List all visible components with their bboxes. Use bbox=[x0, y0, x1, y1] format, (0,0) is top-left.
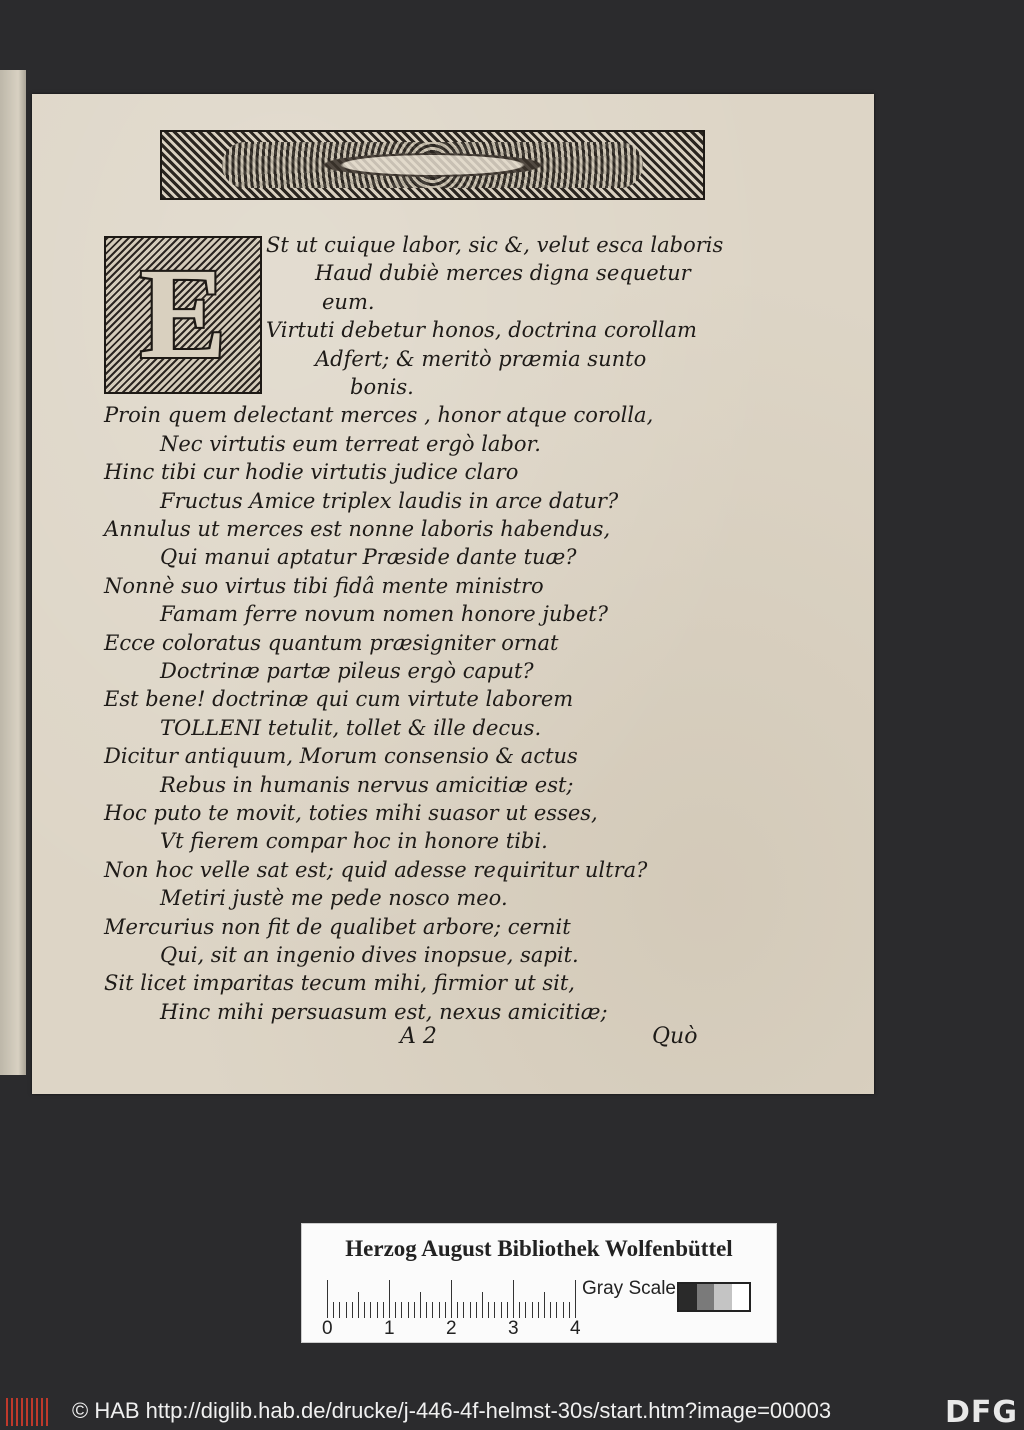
poem-line: Hoc puto te movit, toties mihi suasor ut esses, bbox=[104, 801, 598, 825]
poem-line: Adfert; & meritò præmia sunto bbox=[315, 346, 647, 371]
adjacent-page-edge bbox=[0, 70, 26, 1075]
ruler-tick bbox=[544, 1292, 545, 1318]
decorated-initial bbox=[104, 236, 262, 394]
color-card bbox=[301, 1223, 777, 1343]
poem-line: TOLLENI tetulit, tollet & ille decus. bbox=[160, 715, 542, 740]
ruler-tick bbox=[370, 1302, 371, 1318]
gray-patch bbox=[697, 1284, 715, 1310]
ruler-tick bbox=[408, 1302, 409, 1318]
ruler-tick bbox=[519, 1302, 520, 1318]
poem-line: bonis. bbox=[350, 375, 414, 399]
poem-line: Rebus in humanis nervus amicitiæ est; bbox=[160, 772, 574, 797]
ruler-tick bbox=[463, 1302, 464, 1318]
poem-line: Hinc mihi persuasum est, nexus amicitiæ; bbox=[160, 999, 608, 1024]
ruler-tick bbox=[532, 1302, 533, 1318]
dfg-logo: DFG bbox=[944, 1395, 1018, 1430]
headpiece-ornament bbox=[160, 130, 705, 200]
poem-line: Sit licet imparitas tecum mihi, firmior ut sit, bbox=[104, 971, 575, 996]
ruler-tick bbox=[569, 1302, 570, 1318]
poem-line: Fructus Amice triplex laudis in arce datur? bbox=[160, 488, 619, 513]
poem-line: Qui, sit an ingenio dives inopsue, sapit. bbox=[160, 943, 579, 967]
ruler-tick bbox=[401, 1302, 402, 1318]
ruler-tick bbox=[563, 1302, 564, 1318]
signature-mark: A 2 bbox=[400, 1024, 437, 1049]
ruler-tick bbox=[333, 1302, 334, 1318]
ruler-tick bbox=[556, 1302, 557, 1318]
ruler-tick bbox=[451, 1280, 452, 1318]
catchword: Quò bbox=[652, 1024, 698, 1049]
initial-letter: E bbox=[139, 242, 227, 386]
poem-line: Vt fierem compar hoc in honore tibi. bbox=[160, 829, 548, 854]
ruler-tick bbox=[327, 1280, 328, 1318]
hab-logo-icon bbox=[6, 1398, 48, 1426]
gray-scale-label: Gray Scale bbox=[582, 1278, 676, 1299]
poem-line: Nonnè suo virtus tibi fidâ mente ministro bbox=[104, 573, 544, 598]
poem-line: St ut cuique labor, sic &, velut esca laboris bbox=[266, 233, 724, 257]
ruler-tick bbox=[339, 1302, 340, 1318]
poem-line: Non hoc velle sat est; quid adesse requiritur ultra? bbox=[104, 857, 648, 882]
ruler-tick bbox=[494, 1302, 495, 1318]
ruler-tick bbox=[383, 1302, 384, 1318]
poem-line: Annulus ut merces est nonne laboris habendus, bbox=[104, 517, 611, 541]
ruler-number: 1 bbox=[384, 1318, 395, 1339]
gray-scale-swatch bbox=[677, 1282, 751, 1312]
poem-line: Famam ferre novum nomen honore jubet? bbox=[160, 602, 609, 627]
poem-line: Dicitur antiquum, Morum consensio & actus bbox=[104, 744, 578, 769]
ruler-tick bbox=[457, 1302, 458, 1318]
ruler-tick bbox=[501, 1302, 502, 1318]
ruler-tick bbox=[420, 1292, 421, 1318]
ruler-tick bbox=[507, 1302, 508, 1318]
ruler-tick bbox=[525, 1302, 526, 1318]
ruler-tick bbox=[377, 1302, 378, 1318]
ruler-tick bbox=[470, 1302, 471, 1318]
ruler-tick bbox=[426, 1302, 427, 1318]
ruler-tick bbox=[414, 1302, 415, 1318]
gray-patch bbox=[732, 1284, 750, 1310]
library-name: Herzog August Bibliothek Wolfenbüttel bbox=[345, 1236, 733, 1261]
footer-bar bbox=[0, 1394, 1024, 1430]
ruler-number: 4 bbox=[570, 1318, 581, 1339]
poem-line: Metiri justè me pede nosco meo. bbox=[160, 886, 508, 911]
ruler-tick bbox=[476, 1302, 477, 1318]
ruler-tick bbox=[346, 1302, 347, 1318]
poem-line: Proin quem delectant merces , honor atque corolla, bbox=[104, 403, 654, 428]
poem-line: Nec virtutis eum terreat ergò labor. bbox=[160, 431, 541, 456]
ruler bbox=[327, 1280, 577, 1318]
ruler-tick bbox=[432, 1302, 433, 1318]
ruler-tick bbox=[488, 1302, 489, 1318]
gray-patch bbox=[679, 1284, 697, 1310]
ruler-tick bbox=[364, 1302, 365, 1318]
gray-patch bbox=[714, 1284, 732, 1310]
ruler-number: 3 bbox=[508, 1318, 519, 1339]
poem-line: Doctrinæ partæ pileus ergò caput? bbox=[160, 659, 534, 683]
poem-line: Virtuti debetur honos, doctrina corollam bbox=[266, 318, 697, 343]
ruler-number: 2 bbox=[446, 1318, 457, 1339]
ruler-tick bbox=[395, 1302, 396, 1318]
poem-line: Mercurius non fit de qualibet arbore; cernit bbox=[104, 914, 571, 939]
poem-line: Qui manui aptatur Præside dante tuæ? bbox=[160, 545, 577, 570]
ruler-number: 0 bbox=[322, 1318, 333, 1339]
ruler-tick bbox=[439, 1302, 440, 1318]
poem-line: Ecce coloratus quantum præsigniter ornat bbox=[104, 630, 559, 655]
poem-line: Hinc tibi cur hodie virtutis judice claro bbox=[104, 460, 519, 485]
poem-line: Haud dubiè merces digna sequetur bbox=[315, 261, 691, 286]
ruler-tick bbox=[482, 1292, 483, 1318]
ruler-tick bbox=[575, 1280, 576, 1318]
ruler-tick bbox=[389, 1280, 390, 1318]
poem-line: eum. bbox=[322, 289, 375, 314]
ruler-tick bbox=[513, 1280, 514, 1318]
poem-line: Est bene! doctrinæ qui cum virtute laborem bbox=[104, 687, 574, 712]
ruler-tick bbox=[358, 1292, 359, 1318]
ruler-tick bbox=[352, 1302, 353, 1318]
ruler-tick bbox=[538, 1302, 539, 1318]
ruler-tick bbox=[445, 1302, 446, 1318]
ruler-tick bbox=[550, 1302, 551, 1318]
copyright-url[interactable]: © HAB http://diglib.hab.de/drucke/j-446-4f-helmst-30s/start.htm?image=00003 bbox=[72, 1398, 832, 1423]
